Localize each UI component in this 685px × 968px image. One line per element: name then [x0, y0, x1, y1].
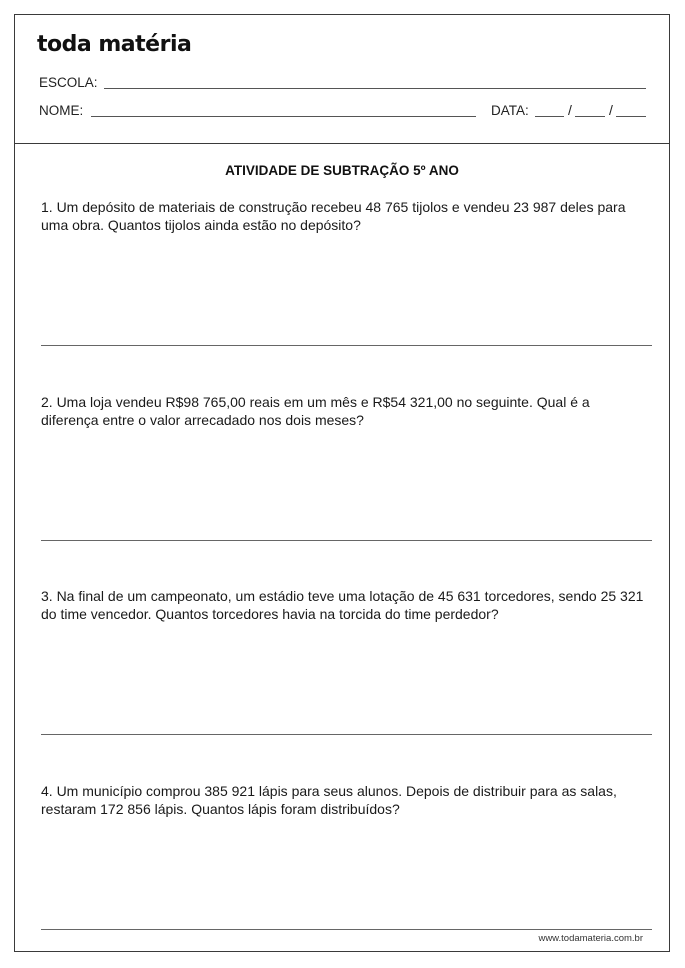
- question-3: 3. Na final de um campeonato, um estádio teve uma lotação de 45 631 torcedores, sendo 25 321 do time vencedor. Quantos torcedores havia na torcida do time perdedor?: [41, 588, 644, 622]
- worksheet: [14, 14, 670, 952]
- logo: toda matéria: [37, 32, 192, 57]
- question-1: 1. Um depósito de materiais de construção recebeu 48 765 tijolos e vendeu 23 987 deles para uma obra. Quantos tijolos ainda estão no depósito?: [41, 199, 626, 233]
- escola-label: ESCOLA:: [39, 75, 98, 90]
- nome-field-line[interactable]: [91, 116, 476, 117]
- date-year-line[interactable]: [616, 116, 646, 117]
- nome-label: NOME:: [39, 103, 84, 118]
- date-separator: /: [568, 102, 572, 118]
- footer-url: www.todamateria.com.br: [538, 933, 643, 944]
- worksheet-header: [15, 15, 669, 144]
- date-month-line[interactable]: [575, 116, 605, 117]
- question-4: 4. Um município comprou 385 921 lápis para seus alunos. Depois de distribuir para as salas, restaram 172 856 lápis. Quantos lápis foram distribuídos?: [41, 783, 617, 817]
- answer-line-1[interactable]: [41, 345, 652, 346]
- date-separator: /: [609, 102, 613, 118]
- answer-line-2[interactable]: [41, 540, 652, 541]
- answer-line-4[interactable]: [41, 929, 652, 930]
- date-day-line[interactable]: [535, 116, 564, 117]
- answer-line-3[interactable]: [41, 734, 652, 735]
- activity-title: ATIVIDADE DE SUBTRAÇÃO 5º ANO: [225, 163, 459, 178]
- data-label: DATA:: [491, 103, 529, 118]
- question-2: 2. Uma loja vendeu R$98 765,00 reais em um mês e R$54 321,00 no seguinte. Qual é a diferença entre o valor arrecadado nos dois meses?: [41, 394, 590, 428]
- escola-field-line[interactable]: [104, 88, 646, 89]
